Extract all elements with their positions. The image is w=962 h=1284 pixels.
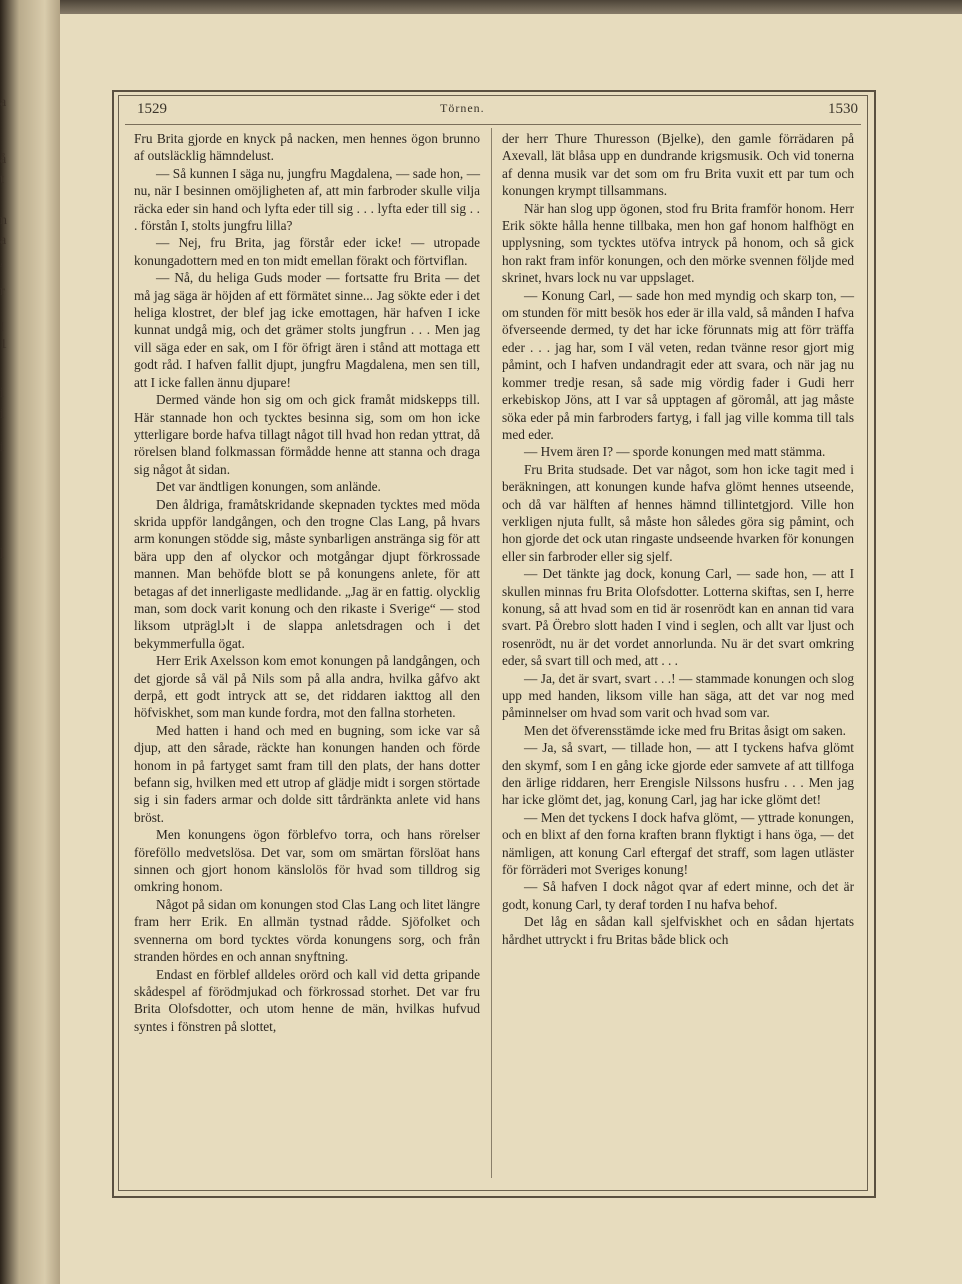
column-divider <box>491 128 492 1178</box>
paragraph: — Nå, du heliga Guds moder — fortsatte fru Brita — det må jag säga är höjden af ett förmätet sinne... Jag sökte eder i det heliga klostret, der blef jag icke emottagen, här hafven I icke kunnat undgå mig, och det grämer stolts jungfrun . . . Men jag vill säga eder en sak, om I för öfrigt ären i stånd att mottaga ett godt råd. I hafven fallit djupt, jungfru Magdalena, men sen till, att I icke fallen ännu djupare! <box>134 270 480 390</box>
paragraph: Fru Brita gjorde en knyck på nacken, men hennes ögon brunno af outsläcklig hämndelust. <box>134 131 480 164</box>
facing-page-letter: n <box>0 213 7 228</box>
paragraph: — Så kunnen I säga nu, jungfru Magdalena, — sade hon, — nu, när I besinnen omöjligheten af, att min farbroder skulle vilja räcka eder sin hand och lyfta eder till sig . . . lyfta eder till sig . . . förstån I, stolts jungfru lilla? <box>134 165 480 234</box>
paragraph: Men konungens ögon förblefvo torra, och hans rörelser föreföllo medvetslösa. Det var, som om smärtan förslöat hans sinnen och gjort honom känslolös för hvad som tilldrog sig omkring honom. <box>134 827 480 895</box>
paragraph: — Men det tyckens I dock hafva glömt, — yttrade konungen, och en blixt af den forna kraften brann flyktigt i hans öga, — det nämligen, att konung Carl eftergaf det straff, som lagen utläster för förräderi mot Sveriges konung! <box>502 809 854 878</box>
left-column <box>134 130 480 1035</box>
facing-page-letter: a <box>0 233 7 248</box>
paragraph: Herr Erik Axelsson kom emot konungen på landgången, och det gjorde så väl på Nils som på alla andra, hvilka gåfvo akt derpå, ett godt intryck att se, det riddaren iakttog all den höfviskhet, som man kunde fordra, mot den fallna storheten. <box>134 653 480 721</box>
running-title: Törnen. <box>440 101 485 115</box>
paragraph: Det var ändtligen konungen, som anlände. <box>156 479 381 495</box>
facing-page-letter: a <box>0 95 7 110</box>
facing-page-letter: , <box>0 254 4 269</box>
paragraph: — Ja, det är svart, svart . . .! — stammade konungen och slog upp med handen, liksom ville han säga, att det var nog med påminnelser om hvad som varit och hvad som var. <box>502 670 854 721</box>
paragraph: Fru Brita studsade. Det var något, som hon icke tagit med i beräkningen, att konungen kunde hafva glömt hennes utseende, och då var hälften af hennes hämnd tillintetgjord. Ville hon verkligen njuta fullt, så måste hon således göra sig påmint, och hon gjorde det ock utan ringaste undseende hvarken för konungen eller sin farbroder eller sig sjelf. <box>502 461 854 564</box>
facing-page-letter: å <box>0 152 7 167</box>
paragraph: — Hvem ären I? — sporde konungen med matt stämma. <box>524 444 826 460</box>
paragraph: Något på sidan om konungen stod Clas Lang och litet längre fram herr Erik. En allmän tystnad rådde. Sjöfolket och svennerna om bord tycktes vörda konungens sorg, och från stranden hördes en och annan snyftning. <box>134 896 480 965</box>
paragraph: Endast en förblef alldeles orörd och kall vid detta gripande skådespel af förödmjukad och förkrossad storhet. Det var fru Brita Olofsdotter, och utom henne de män, hvilkas hufvud syntes i fönstren på slottet, <box>134 966 480 1034</box>
facing-page-letter: l <box>0 547 4 562</box>
paragraph: När han slog upp ögonen, stod fru Brita framför honom. Herr Erik sökte hålla henne tillbaka, men hon gaf honom halfhögt en upplysning, som tycktes utöfva intryck på honom, och så gick hon rakt fram inför konungen, och den mörke svennen följde med skrinet, hvars lock nu var uppslaget. <box>502 200 854 286</box>
paragraph: — Konung Carl, — sade hon med myndig och skarp ton, — om stunden för mitt besök hos eder är illa vald, så månden I hafva öfverseende dermed, ty det har icke förunnats mig att förr träffa eder . . . jag har, som I väl veten, redan tvänne resor gjort mig påmint, och I hafven undandragit eder att svara, och när jag nu kommer tredje resan, så sade mig vördig fader i Gudi herr erkebiskop Jöns, att I var så upptagen af göromål, att jag måste söka eder på min farbroders fartyg, i fall jag ville komma till tals med eder. <box>502 287 854 442</box>
paragraph: Den åldriga, framåtskridande skepnaden tycktes med möda skrida uppför landgången, och den trogne Clas Lang, på hvars arm konungen stödde sig, måste synbarligen anstränga sig för att bära upp den af olyckor och motgångar djupt förkrossade mannen. Man behöfde blott se på konungens anlete, för att betagas af det innerligaste medlidande. „Jag är en fattig. olycklig man, som dock varit konung och den rikaste i Sverige“ — stod liksom utpräglادt i de slappa anletsdragen och i det bekymmerfulla ögat. <box>134 496 480 651</box>
page-number-right: 1530 <box>828 101 858 117</box>
paragraph: Det låg en sådan kall sjelfviskhet och en sådan hjertats hårdhet uttryckt i fru Britas både blick och <box>502 914 854 947</box>
facing-page-letter: i <box>0 386 4 401</box>
facing-page-letter: t <box>0 172 4 187</box>
paragraph: der herr Thure Thuresson (Bjelke), den gamle förrädaren på Axevall, lät blåsa upp en dundrande krigsmusik. Och vid tonerna af denna musik var det som om fru Brita vuxit ett par tum och konungen krympt tillsammans. <box>502 131 854 199</box>
page-number-left: 1529 <box>137 101 167 117</box>
paragraph: — Ja, så svart, — tillade hon, — att I tyckens hafva glömt den skymf, som I en gång icke gjorde eder samvete af att tillfoga den ärlige riddaren, herr Erengisle Nilssons husfru . . . Men jag har icke glömt det, jag, konung Carl, jag har icke glömt det! <box>502 740 854 808</box>
facing-page-letter: r <box>0 284 5 299</box>
paragraph: Men det öfverensstämde icke med fru Britas åsigt om saken. <box>524 722 846 738</box>
paragraph: — Det tänkte jag dock, konung Carl, — sade hon, — att I skullen minnas fru Brita Olofsdotter. Lotterna skiftas, sen I, herre konung, så att hvad som en tid är rosenrödt kan en annan tid vara svart. På Örebro slott haden I vind i seglen, och allt var ljust och rosenrödt, nu är det vordet annorlunda. Nu är det svart omkring eder, så svart till och med, att . . . <box>502 566 854 669</box>
paragraph: Med hatten i hand och med en bugning, som icke var så djup, att den sårade, räckte han konungen handen och förde honom in på fartyget samt fram till den plats, der hans dotter befann sig, hvilken med ett utrop af glädje midt i sorgen störtade sig i sin faders armar och dolde sitt tårdränkta anlete vid hans bröst. <box>134 722 480 825</box>
facing-page-letter: i <box>0 440 4 455</box>
facing-page-letter: 1 <box>0 337 7 352</box>
facing-page-letter: i <box>0 407 4 422</box>
right-column <box>502 130 854 948</box>
paragraph: Dermed vände hon sig om och gick framåt midskepps till. Här stannade hon och tycktes besinna sig, som om hon icke ytterligare borde hafva tillagt något till hvad hon redan yttrat, då rörelsen bland folkmassan förmådde henne att stanna och draga sig något åt sidan. <box>134 392 480 477</box>
paragraph: — Nej, fru Brita, jag förstår eder icke! — utropade konungadottern med en ton midt emellan förakt och förtviflan. <box>134 235 480 268</box>
facing-page-edge <box>0 0 64 1284</box>
paragraph: — Så hafven I dock något qvar af edert minne, och det är godt, konung Carl, ty deraf torden I nu hafva behof. <box>502 879 854 912</box>
facing-page-letter: ! <box>0 320 5 335</box>
header-rule <box>125 124 861 125</box>
